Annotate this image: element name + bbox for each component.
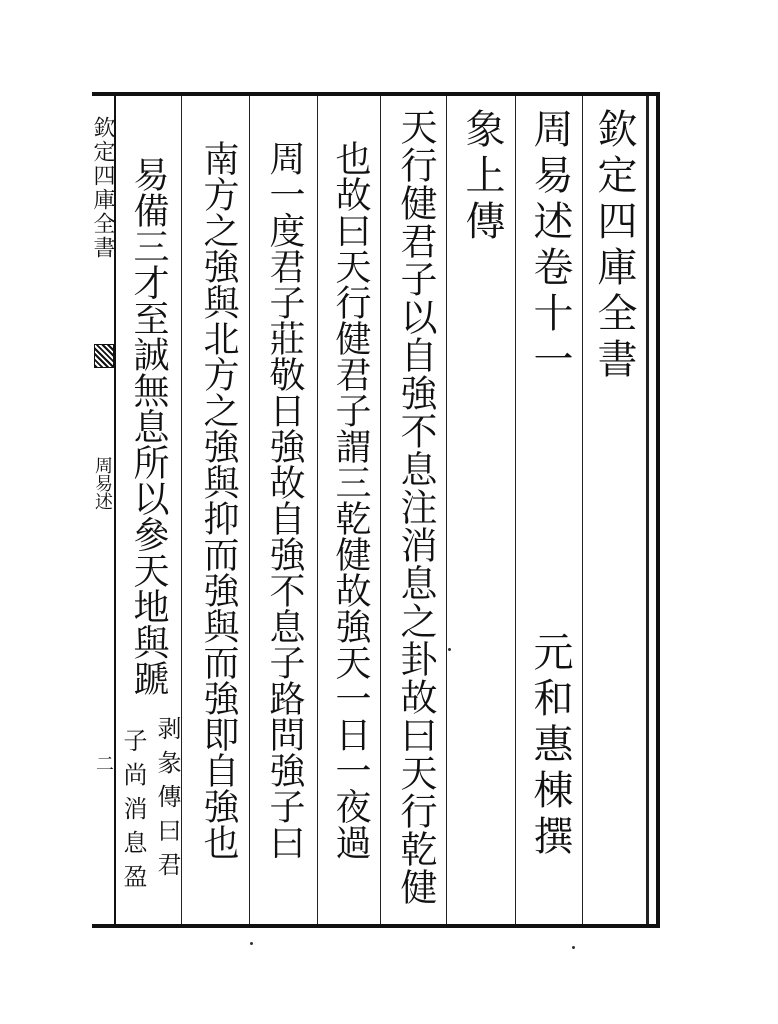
double-line-note — [116, 716, 184, 926]
text-column: 也故曰天行健君子謂三乾健故強天一日一夜過 — [330, 140, 371, 860]
column-rule — [515, 96, 516, 924]
volume-title-column: 周易述卷十一 — [527, 108, 573, 384]
column-rule — [317, 96, 318, 924]
gutter-subtitle: 周易述 — [92, 456, 113, 510]
note-right-line: 剥彖傳曰君 — [153, 716, 181, 886]
column-rule — [249, 96, 250, 924]
note-left-line: 子尚消息盈 — [119, 728, 147, 898]
column-rule — [446, 96, 447, 924]
author-line: 元和惠棟撰 — [527, 631, 573, 861]
page-number: 二 — [93, 754, 114, 772]
scan-speck — [572, 946, 575, 949]
fishtail-ornament — [94, 344, 114, 368]
text-column: 周一度君子莊敬日強故自強不息子路問強子曰 — [264, 140, 305, 860]
column-rule — [646, 96, 649, 924]
text-column: 天行健君子以自強不息注消息之卦故曰天行乾健 — [394, 108, 437, 906]
text-column: 易備三才至誠無息所以參天地與蹏 — [128, 156, 169, 696]
text-column: 南方之強與北方之強與抑而強與而強即自強也 — [198, 140, 239, 860]
section-heading-column: 象上傳 — [459, 108, 505, 246]
gutter-title: 欽定四庫全書 — [90, 116, 115, 260]
scan-speck — [448, 648, 451, 651]
book-page — [92, 92, 660, 928]
scan-speck — [250, 942, 253, 945]
column-rule — [582, 96, 583, 924]
fold-gutter — [92, 96, 116, 924]
column-rule — [380, 96, 381, 924]
library-title-column: 欽定四庫全書 — [591, 108, 637, 384]
